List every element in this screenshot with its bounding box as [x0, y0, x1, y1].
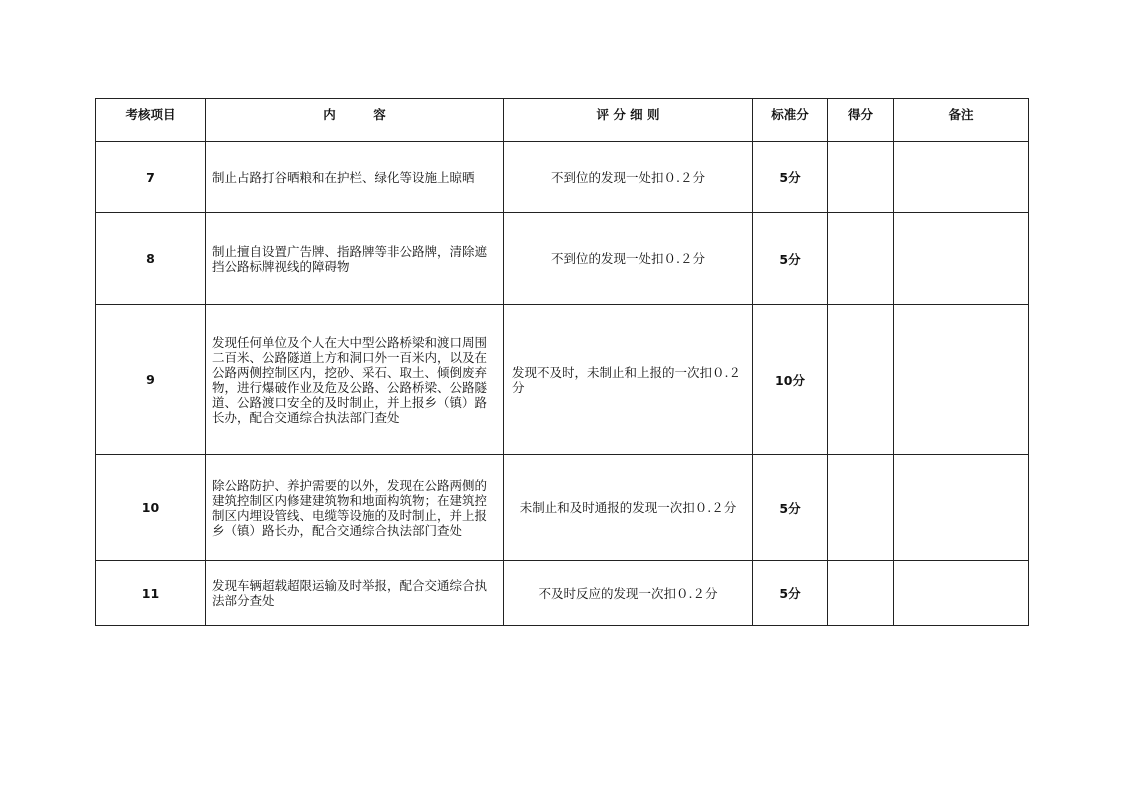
table-row — [96, 561, 1029, 626]
row-remark-cell[interactable] — [894, 561, 1029, 626]
assessment-table — [95, 98, 1029, 626]
table-row — [96, 142, 1029, 213]
row-content: 制止占路打谷晒粮和在护栏、绿化等设施上晾晒 — [206, 142, 504, 213]
row-remark-cell[interactable] — [894, 305, 1029, 455]
header-score: 得分 — [828, 99, 894, 142]
row-standard: 5分 — [753, 142, 828, 213]
header-rule: 评 分 细 则 — [504, 99, 753, 142]
row-id: 11 — [96, 561, 206, 626]
row-rule: 不到位的发现一处扣０.２分 — [504, 142, 753, 213]
row-score-cell[interactable] — [828, 561, 894, 626]
row-rule: 不及时反应的发现一次扣０.２分 — [504, 561, 753, 626]
row-content: 发现任何单位及个人在大中型公路桥梁和渡口周围二百米、公路隧道上方和洞口外一百米内，以及在公路两侧控制区内，挖砂、采石、取土、倾倒废弃物，进行爆破作业及危及公路、公路桥梁、公路隧道、公路渡口安全的及时制止，并上报乡（镇）路长办，配合交通综合执法部门查处 — [206, 305, 504, 455]
table-row — [96, 213, 1029, 305]
header-remark: 备注 — [894, 99, 1029, 142]
row-score-cell[interactable] — [828, 305, 894, 455]
row-score-cell[interactable] — [828, 142, 894, 213]
row-standard: 10分 — [753, 305, 828, 455]
row-id: 9 — [96, 305, 206, 455]
header-standard: 标准分 — [753, 99, 828, 142]
row-standard: 5分 — [753, 455, 828, 561]
row-score-cell[interactable] — [828, 455, 894, 561]
row-content: 发现车辆超载超限运输及时举报，配合交通综合执法部分查处 — [206, 561, 504, 626]
row-remark-cell[interactable] — [894, 142, 1029, 213]
row-content: 除公路防护、养护需要的以外，发现在公路两侧的建筑控制区内修建建筑物和地面构筑物；在建筑控制区内埋设管线、电缆等设施的及时制止，并上报乡（镇）路长办，配合交通综合执法部门查处 — [206, 455, 504, 561]
row-remark-cell[interactable] — [894, 213, 1029, 305]
row-score-cell[interactable] — [828, 213, 894, 305]
header-item: 考核项目 — [96, 99, 206, 142]
row-rule: 发现不及时，未制止和上报的一次扣０.２分 — [504, 305, 753, 455]
table-row — [96, 305, 1029, 455]
row-standard: 5分 — [753, 561, 828, 626]
table-header-row — [96, 99, 1029, 142]
table-row — [96, 455, 1029, 561]
row-id: 7 — [96, 142, 206, 213]
row-remark-cell[interactable] — [894, 455, 1029, 561]
row-content: 制止擅自设置广告牌、指路牌等非公路牌，清除遮挡公路标牌视线的障碍物 — [206, 213, 504, 305]
row-id: 10 — [96, 455, 206, 561]
row-rule: 未制止和及时通报的发现一次扣０.２分 — [504, 455, 753, 561]
header-content: 内 容 — [206, 99, 504, 142]
row-standard: 5分 — [753, 213, 828, 305]
row-id: 8 — [96, 213, 206, 305]
row-rule: 不到位的发现一处扣０.２分 — [504, 213, 753, 305]
